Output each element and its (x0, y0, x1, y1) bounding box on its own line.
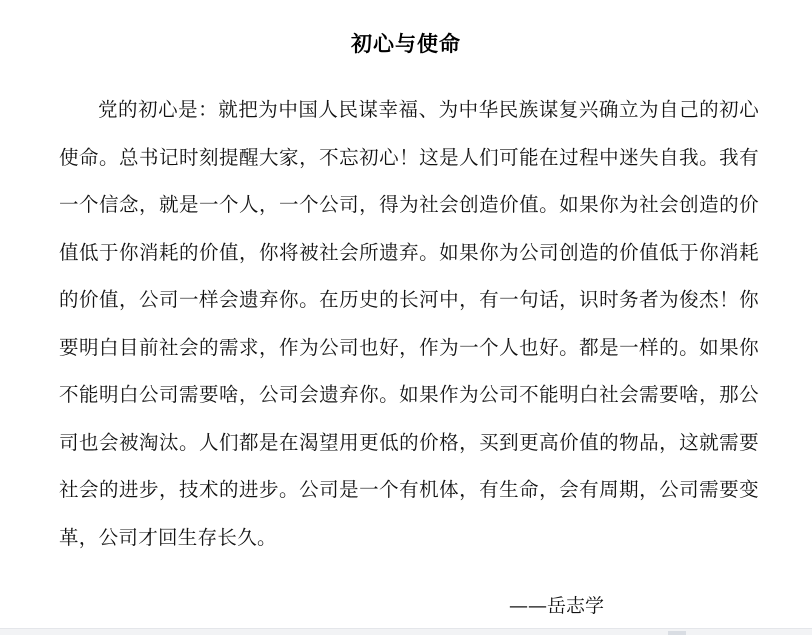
bottom-scroll-thumb[interactable] (668, 631, 686, 635)
bottom-scroll-strip (0, 628, 812, 635)
document-signature: ——岳志学 (509, 595, 605, 617)
document-title: 初心与使命 (351, 32, 461, 56)
document-body-paragraph: 党的初心是：就把为中国人民谋幸福、为中华民族谋复兴确立为自己的初心使命。总书记时刻提醒大家，不忘初心！这是人们可能在过程中迷失自我。我有一个信念，就是一个人，一个公司，得为社会创造价值。如果你为社会创造的价值低于你消耗的价值，你将被社会所遗弃。如果你为公司创造的价值低于你消耗的价值，公司一样会遗弃你。在历史的长河中，有一句话，识时务者为俊杰！你要明白目前社会的需求，作为公司也好，作为一个人也好。都是一样的。如果你不能明白公司需要啥，公司会遗弃你。如果作为公司不能明白社会需要啥，那公司也会被淘汰。人们都是在渴望用更低的价格，买到更高价值的物品，这就需要社会的进步，技术的进步。公司是一个有机体，有生命，会有周期，公司需要变革，公司才回生存长久。 (59, 98, 759, 549)
